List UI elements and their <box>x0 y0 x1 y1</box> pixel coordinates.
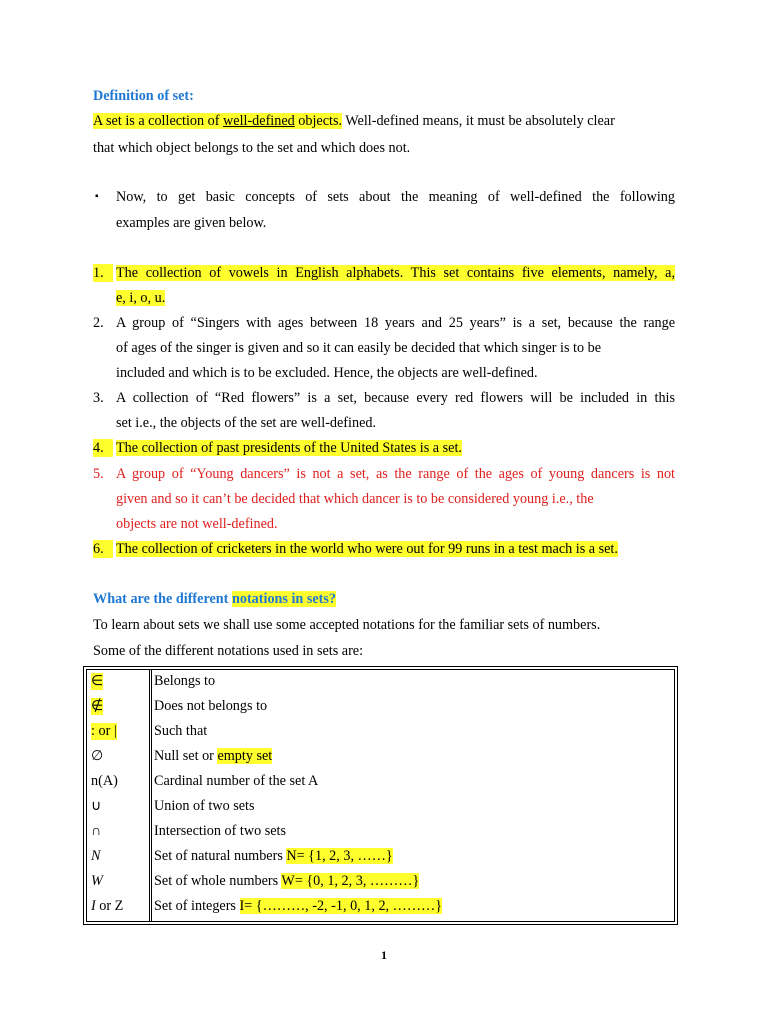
notations-heading: What are the different notations in sets? <box>93 591 337 607</box>
symbol-union: ∪ <box>91 798 102 814</box>
table-row <box>87 820 674 845</box>
symbol-cardinal: n(A) <box>91 773 118 789</box>
table-row <box>87 745 674 770</box>
table-row <box>87 895 674 920</box>
bullet-icon: ▪ <box>95 191 99 202</box>
example-6-number: 6. <box>93 540 113 558</box>
table-row <box>87 695 674 720</box>
bullet-line-2: examples are given below. <box>116 215 267 231</box>
example-3-line-2: set i.e., the objects of the set are well-defined. <box>116 415 377 431</box>
page-number: 1 <box>381 948 387 962</box>
example-5-line-3: objects are not well-defined. <box>116 516 278 532</box>
meaning-cardinal: Cardinal number of the set A <box>154 773 319 789</box>
meaning-natural: Set of natural numbers N= {1, 2, 3, ……} <box>154 848 393 864</box>
meaning-whole: Set of whole numbers W= {0, 1, 2, 3, ………} <box>154 873 420 889</box>
definition-line-2: that which object belongs to the set and which does not. <box>93 140 411 156</box>
meaning-intersection: Intersection of two sets <box>154 823 286 839</box>
symbol-natural: N <box>91 848 101 864</box>
example-2-number: 2. <box>93 315 104 331</box>
table-row <box>87 795 674 820</box>
symbol-intersection: ∩ <box>91 823 102 839</box>
table-row <box>87 845 674 870</box>
example-6-line-1: The collection of cricketers in the world who were out for 99 runs in a test mach is a set. <box>116 541 618 557</box>
definition-heading: Definition of set: <box>93 88 194 104</box>
example-4-line-1: The collection of past presidents of the United States is a set. <box>116 440 462 456</box>
meaning-such-that: Such that <box>154 723 208 739</box>
table-row <box>87 770 674 795</box>
definition-highlight: A set is a collection of well-defined objects. <box>93 113 343 129</box>
example-3-line-1: A collection of “Red flowers” is a set, because every red flowers will be included in this <box>116 390 675 406</box>
notations-intro-1: To learn about sets we shall use some accepted notations for the familiar sets of numbers. <box>93 617 601 633</box>
meaning-integers: Set of integers I= {………, -2, -1, 0, 1, 2, ………} <box>154 898 442 914</box>
example-2-line-2: of ages of the singer is given and so it can easily be decided that which singer is to be <box>116 340 602 356</box>
symbol-such-that: : or | <box>91 723 117 739</box>
example-2-line-3: included and which is to be excluded. Hence, the objects are well-defined. <box>116 365 538 381</box>
definition-line-1: A set is a collection of well-defined objects. Well-defined means, it must be absolutely clear <box>93 113 615 129</box>
example-1-number: 1. <box>93 264 113 282</box>
meaning-belongs: Belongs to <box>154 673 216 689</box>
symbol-null-set: ∅ <box>91 748 104 764</box>
example-1-line-2: e, i, o, u. <box>116 290 166 306</box>
symbol-belongs: ∈ <box>91 673 104 689</box>
symbol-not-belongs: ∉ <box>91 698 104 714</box>
table-row <box>87 670 674 695</box>
example-2-line-1: A group of “Singers with ages between 18 years and 25 years” is a set, because the range <box>116 315 675 331</box>
notations-intro-2: Some of the different notations used in sets are: <box>93 643 364 659</box>
example-5-line-2: given and so it can’t be decided that which dancer is to be considered young i.e., the <box>116 491 594 507</box>
example-4-number: 4. <box>93 439 113 457</box>
bullet-line-1: Now, to get basic concepts of sets about the meaning of well-defined the following <box>116 189 675 205</box>
example-5-number: 5. <box>93 466 104 482</box>
table-row <box>87 870 674 895</box>
meaning-null-set: Null set or empty set <box>154 748 273 764</box>
symbol-whole: W <box>91 873 103 889</box>
meaning-union: Union of two sets <box>154 798 255 814</box>
notations-table-inner <box>86 669 675 922</box>
example-1-line-1: The collection of vowels in English alphabets. This set contains five elements, namely, a, <box>116 265 675 281</box>
example-3-number: 3. <box>93 390 104 406</box>
notations-table <box>83 666 678 925</box>
symbol-integers: I or Z <box>91 898 124 914</box>
meaning-not-belongs: Does not belongs to <box>154 698 268 714</box>
example-5-line-1: A group of “Young dancers” is not a set, as the range of the ages of young dancers is not <box>116 466 675 482</box>
table-row <box>87 720 674 745</box>
